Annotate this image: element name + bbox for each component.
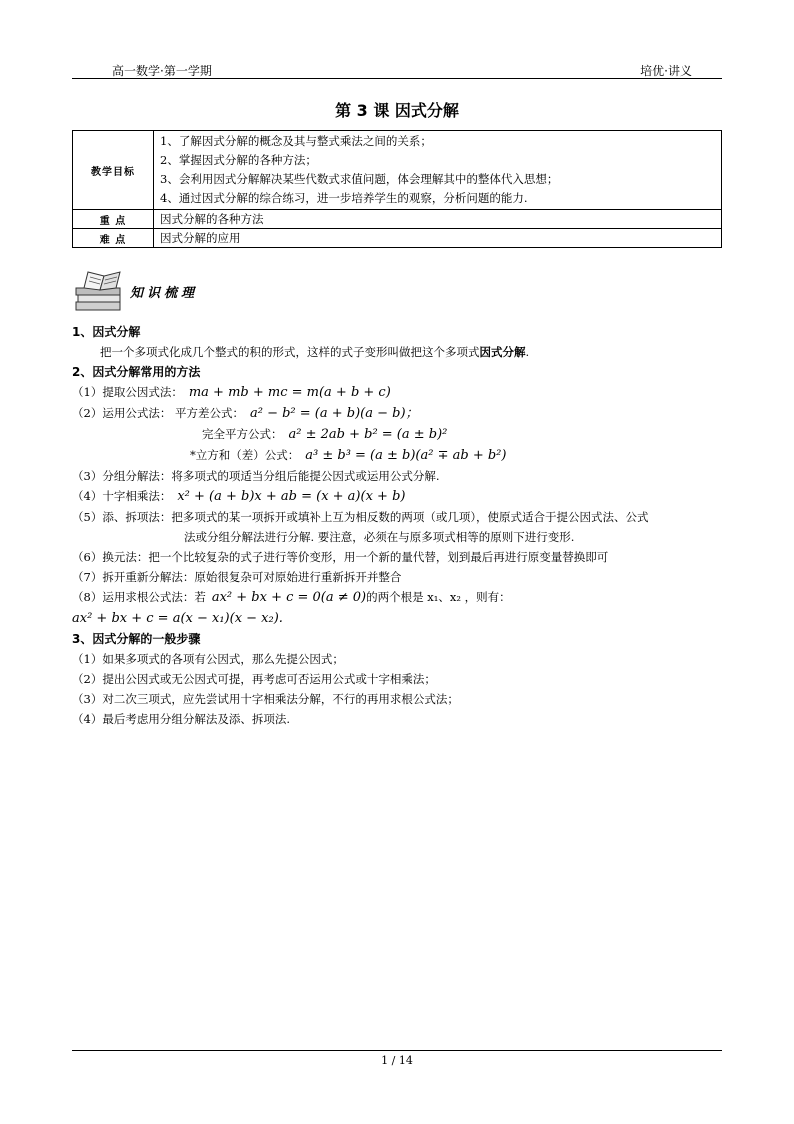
step-item: （2）提出公因式或无公因式可提，再考虑可否运用公式或十字相乘法； [72,672,436,686]
method-7: （7）拆开重新分解法：原始很复杂可对原始进行重新拆开并整合 [72,570,402,584]
method-tail: 的两个根是 x₁、x₂ ，则有： [366,590,511,604]
footer-divider [72,1050,722,1051]
formula: a³ ± b³ = (a ± b)(a² ∓ ab + b²) [305,448,507,463]
book-stack-icon [74,268,128,312]
method-6: （6）换元法：把一个比较复杂的式子进行等价变形，用一个新的量代替，划到最后再进行原变量替换即可 [72,550,609,564]
key-point-label: 重 点 [73,210,154,229]
step-item: （3）对二次三项式，应先尝试用十字相乘法分解，不行的再用求根公式法； [72,692,459,706]
formula: a² ± 2ab + b² = (a ± b)² [288,427,448,442]
method-2-perfect-square [72,424,732,445]
page-title: 第 3 课 因式分解 [335,101,459,120]
method-label: （2）运用公式法： 平方差公式： [72,406,244,420]
method-8-result [72,608,732,629]
definition-paragraph [72,342,732,362]
definition-term: 因式分解 [479,345,526,359]
main-content [72,322,732,729]
method-2-cube [72,445,732,466]
formula: a² − b² = (a + b)(a − b)； [249,406,419,421]
method-8 [72,587,732,608]
method-5: （5）添、拆项法：把多项式的某一项拆开或填补上互为相反数的两项（或几项），使原式适合于提公因式法、公式 [72,510,649,524]
page-header [72,56,722,79]
header-left: 高一数学·第一学期 [112,64,212,78]
method-label: 完全平方公式： [202,427,283,441]
method-label: *立方和（差）公式： [190,448,300,462]
definition-text: 把一个多项式化成几个整式的积的形式，这样的式子变形叫做把这个多项式 [100,345,480,359]
section-title: 知识梳理 [130,286,199,301]
difficulty-text: 因式分解的应用 [154,229,722,248]
goal-item: 2、掌握因式分解的各种方法； [160,153,317,167]
method-4 [72,486,732,507]
key-point-text: 因式分解的各种方法 [154,210,722,229]
formula: x² + (a + b)x + ab = (x + a)(x + b) [177,489,406,504]
goals-list [154,131,722,210]
method-label: （4）十字相乘法： [72,489,172,503]
section-3-heading: 3、因式分解的一般步骤 [72,632,201,646]
goal-item: 4、通过因式分解的综合练习，进一步培养学生的观察，分析问题的能力. [160,191,528,205]
header-right: 培优·讲义 [640,64,692,78]
definition-end: . [525,345,530,359]
page-number: 1 / 14 [381,1054,413,1067]
teaching-goals-table [72,130,722,248]
goals-label: 教学目标 [73,131,154,210]
method-label: （1）提取公因式法： [72,385,183,399]
goal-item: 1、了解因式分解的概念及其与整式乘法之间的关系； [160,134,432,148]
method-3: （3）分组分解法：将多项式的项适当分组后能提公因式或运用公式分解. [72,469,440,483]
step-item: （1）如果多项式的各项有公因式，那么先提公因式； [72,652,344,666]
method-1 [72,382,732,403]
formula: ma + mb + mc = m(a + b + c) [188,385,391,400]
method-2 [72,403,732,424]
section-2-heading: 2、因式分解常用的方法 [72,365,201,379]
method-5-continued: 法或分组分解法进行分解. 要注意，必须在与原多项式相等的原则下进行变形. [184,530,575,544]
difficulty-label: 难 点 [73,229,154,248]
method-label: （8）运用求根公式法：若 [72,590,206,604]
step-item: （4）最后考虑用分组分解法及添、拆项法. [72,712,290,726]
formula: ax² + bx + c = 0(a ≠ 0) [211,590,367,605]
section-1-heading: 1、因式分解 [72,325,141,339]
formula: ax² + bx + c = a(x − x₁)(x − x₂). [72,611,283,626]
goal-item: 3、会利用因式分解解决某些代数式求值问题，体会理解其中的整体代入思想； [160,172,559,186]
